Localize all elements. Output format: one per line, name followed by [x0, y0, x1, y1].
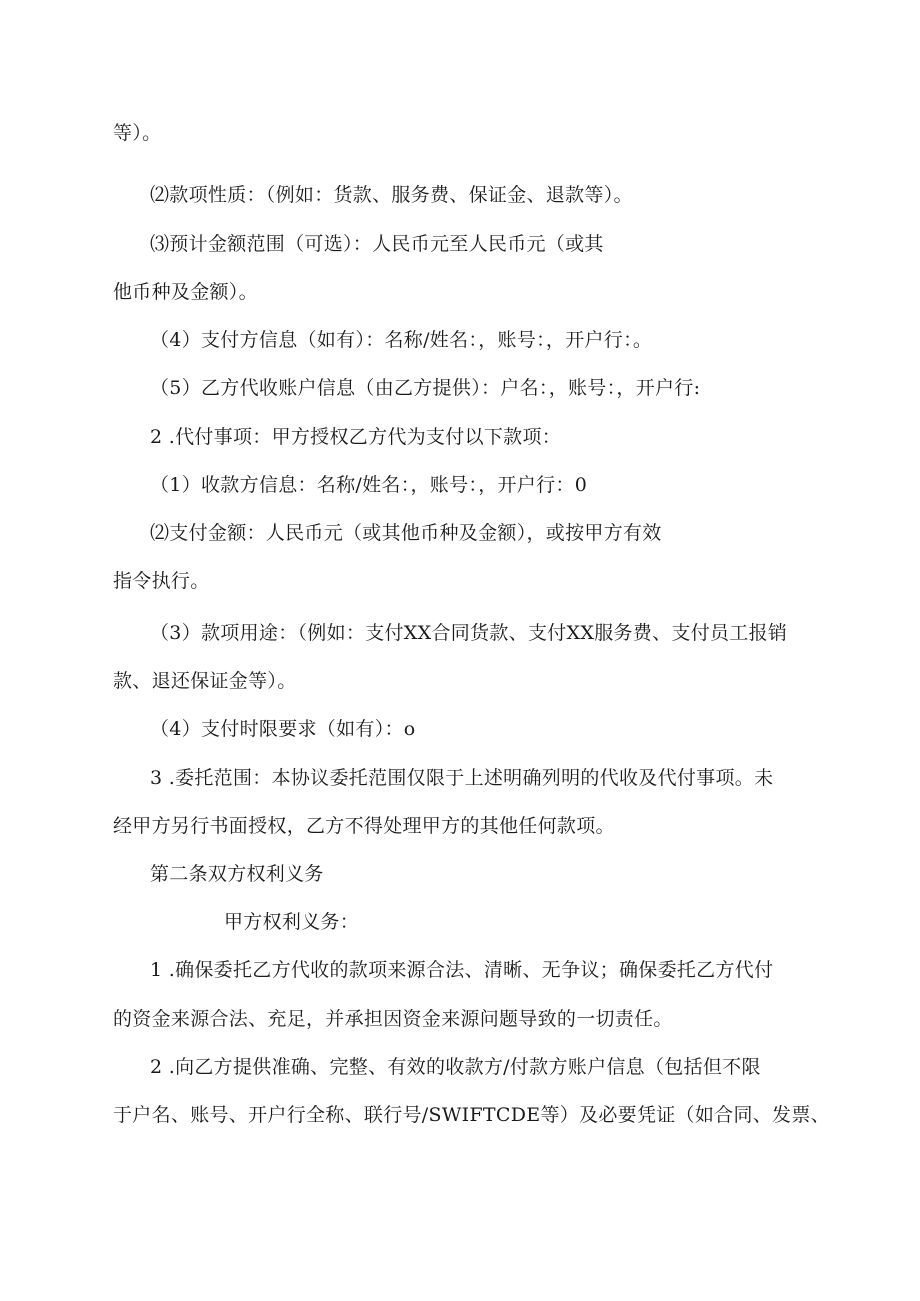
text-line: 2 .向乙方提供准确、完整、有效的收款方/付款方账户信息（包括但不限 [150, 1056, 761, 1078]
text-line: ⑵支付金额：人民币元（或其他币种及金额），或按甲方有效 [150, 522, 662, 544]
section-heading: 3 .委托范围：本协议委托范围仅限于上述明确列明的代收及代付事项。未 [150, 767, 774, 789]
text-line: 1 .确保委托乙方代收的款项来源合法、清晰、无争议；确保委托乙方代付 [150, 959, 774, 981]
text-line: 他币种及金额）。 [113, 281, 258, 303]
article-title: 第二条双方权利义务 [150, 863, 324, 885]
text-line: ⑵款项性质：（例如：货款、服务费、保证金、退款等）。 [150, 184, 633, 206]
text-line: （4）支付时限要求（如有）：o [150, 718, 416, 740]
text-line: （3）款项用途：（例如：支付XX合同货款、支付XX服务费、支付员工报销 [150, 622, 788, 644]
subsection-title: 甲方权利义务： [224, 911, 360, 933]
text-line: （1）收款方信息：名称/姓名：，账号：，开户行：0 [150, 474, 588, 496]
text-line: 经甲方另行书面授权，乙方不得处理甲方的其他任何款项。 [113, 815, 615, 837]
text-line: 的资金来源合法、充足，并承担因资金来源问题导致的一切责任。 [113, 1008, 673, 1030]
text-line: ⑶预计金额范围（可选）：人民币元至人民币元（或其 [150, 233, 604, 255]
text-line: （4）支付方信息（如有）：名称/姓名：，账号：，开户行：。 [150, 329, 653, 351]
text-line: （5）乙方代收账户信息（由乙方提供）：户名：，账号：，开户行: [150, 377, 701, 399]
text-line: 指令执行。 [113, 570, 210, 592]
text-line: 款、退还保证金等）。 [113, 670, 297, 692]
text-line: 于户名、账号、开户行全称、联行号/SWIFTCDE等）及必要凭证（如合同、发票、 [113, 1104, 830, 1126]
section-heading: 2 .代付事项：甲方授权乙方代为支付以下款项： [150, 426, 562, 448]
text-line: 等）。 [113, 122, 162, 144]
